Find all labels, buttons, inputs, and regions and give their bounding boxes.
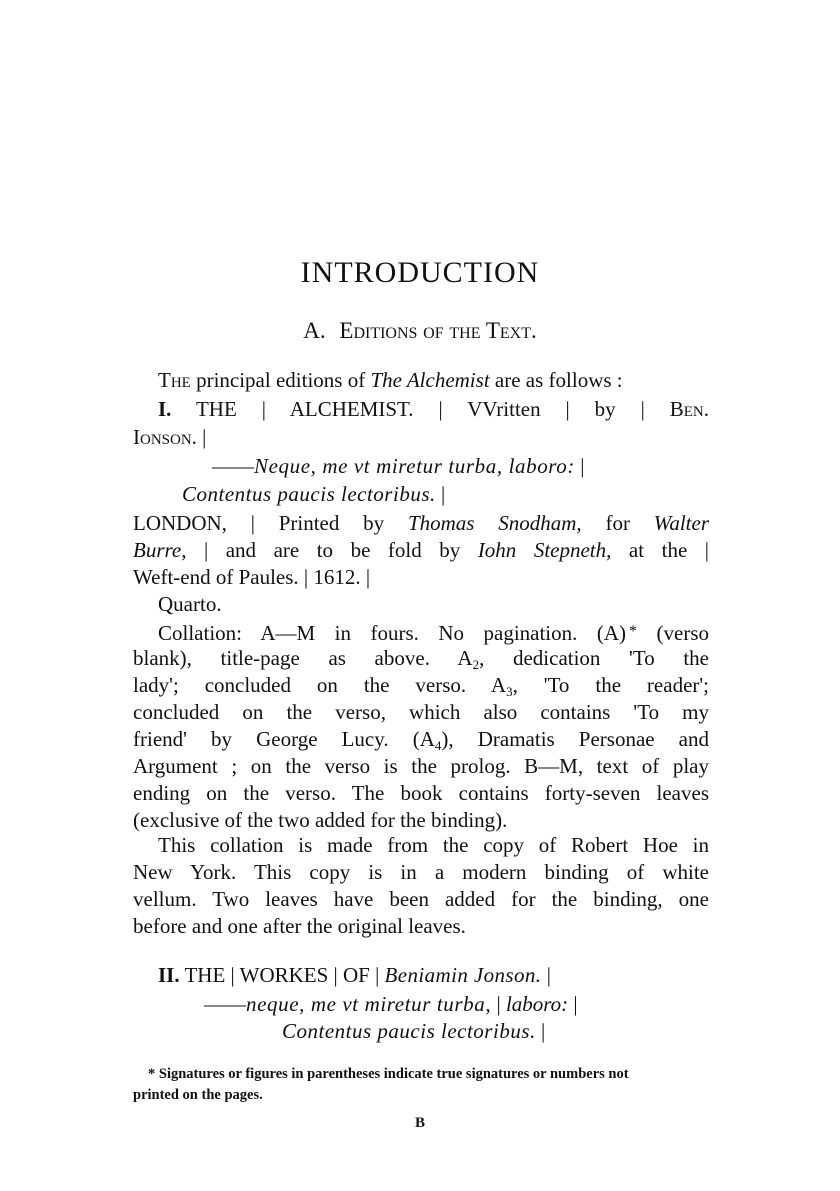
collation-l5-a: friend' by George Lucy. (A: [133, 727, 435, 751]
edition1-format: Quarto.: [158, 592, 222, 616]
intro-text-b: are as follows :: [489, 368, 623, 392]
imprint1-publisher: Walter: [653, 511, 709, 535]
collation-l3-b: , 'To the reader';: [512, 673, 710, 697]
edition2-motto-dash: ——: [204, 992, 246, 1016]
edition2-line1-end: |: [541, 963, 551, 987]
collation-line7: ending on the verso. The book contains forty-seven leaves: [133, 781, 709, 805]
edition1-motto2-text: Contentus paucis lectoribus.: [182, 482, 436, 506]
edition1-title-a: THE | ALCHEMIST. | VVritten | by |: [171, 397, 670, 421]
collation-l1-b: (verso: [637, 621, 709, 645]
edition2-line1: [158, 962, 551, 989]
collation-l1-a: Collation: A—M in fours. No pagination. (A): [158, 621, 627, 645]
imprint2-publisher: Burre,: [133, 538, 187, 562]
edition1-motto2-end: |: [435, 482, 446, 506]
signature-mark: B: [414, 1115, 425, 1131]
collation-l5-b: ), Dramatis Personae and: [441, 727, 709, 751]
edition2-motto2: [282, 1018, 545, 1045]
collation-line2: [133, 645, 709, 672]
edition1-line2: [133, 424, 206, 451]
section-title: Editions of the Text.: [339, 318, 537, 343]
collation-l2-sub: 2: [472, 657, 480, 672]
edition1-motto1-end: |: [575, 454, 585, 478]
provenance-line1: This collation is made from the copy of Robert Hoe in: [158, 833, 709, 857]
provenance-line4: before and one after the original leaves.: [133, 914, 466, 938]
collation-l3-a: lady'; concluded on the verso. A: [133, 673, 507, 697]
page-title: INTRODUCTION: [300, 256, 540, 289]
provenance-line2: New York. This copy is in a modern binding of white: [133, 860, 709, 884]
collation-l1-star: *: [629, 623, 638, 640]
provenance-line3: vellum. Two leaves have been added for the binding, one: [133, 887, 709, 911]
collation-l5-sub: 4: [434, 738, 442, 753]
edition2-motto1-c: laboro:: [505, 992, 569, 1016]
edition2-number: II.: [158, 963, 180, 987]
collation-line3: [133, 672, 709, 699]
edition2-motto1-a: neque, me vt miretur turba,: [246, 992, 492, 1016]
edition2-motto1-b: |: [491, 992, 506, 1016]
footnote-line2: printed on the pages.: [133, 1087, 263, 1103]
edition2-motto2-text: Contentus paucis lectoribus.: [282, 1019, 536, 1043]
edition1-motto-dash: ——: [212, 454, 254, 478]
edition2-author: Beniamin Jonson.: [384, 963, 542, 987]
edition2-motto1: [204, 991, 578, 1018]
section-heading: [0, 316, 840, 346]
edition1-number: I.: [158, 397, 172, 421]
footnote-line1: [148, 1064, 629, 1084]
collation-line8: (exclusive of the two added for the binding).: [133, 808, 508, 832]
edition2-motto1-d: |: [568, 992, 578, 1016]
edition2-title-a: THE | WORKES | OF |: [179, 963, 385, 987]
collation-l2-b: , dedication 'To the: [479, 646, 709, 670]
collation-line1: [158, 618, 709, 647]
intro-text-a: principal editions of: [190, 368, 371, 392]
edition1-line2-end: |: [196, 425, 207, 449]
collation-l3-sub: 3: [506, 684, 513, 699]
intro-line: [158, 367, 623, 394]
footnote-l1: Signatures or figures in parentheses indicate true signatures or numbers not: [155, 1066, 629, 1082]
edition2-motto2-end: |: [535, 1019, 546, 1043]
collation-l2-a: blank), title-page as above. A: [133, 646, 473, 670]
section-label: A.: [303, 318, 326, 343]
edition1-imprint2: [133, 537, 709, 564]
edition1-imprint3: Weft-end of Paules. | 1612. |: [133, 565, 371, 589]
intro-lead: The: [158, 368, 191, 392]
imprint2-seller: Iohn Stepneth,: [477, 538, 612, 562]
edition1-motto2: [182, 481, 445, 508]
imprint2-b: | and are to be fold by: [186, 538, 478, 562]
imprint2-d: at the |: [611, 538, 709, 562]
imprint1-printer: Thomas Snodham,: [407, 511, 582, 535]
collation-line5: [133, 726, 709, 753]
collation-line6: Argument ; on the verso is the prolog. B—M, text of play: [133, 754, 709, 778]
edition1-line1: [133, 396, 709, 423]
imprint1-c: for: [581, 511, 654, 535]
edition1-author-a: Ben.: [669, 397, 709, 421]
intro-title: The Alchemist: [370, 368, 490, 392]
edition1-imprint1: [133, 510, 709, 537]
edition1-author-b: Ionson.: [133, 425, 197, 449]
edition1-motto1-text: Neque, me vt miretur turba, laboro:: [254, 454, 575, 478]
footnote-star: *: [148, 1066, 156, 1082]
collation-line4: concluded on the verso, which also contains 'To my: [133, 700, 709, 724]
edition1-motto1: [212, 453, 584, 480]
imprint1-a: LONDON, | Printed by: [133, 511, 408, 535]
